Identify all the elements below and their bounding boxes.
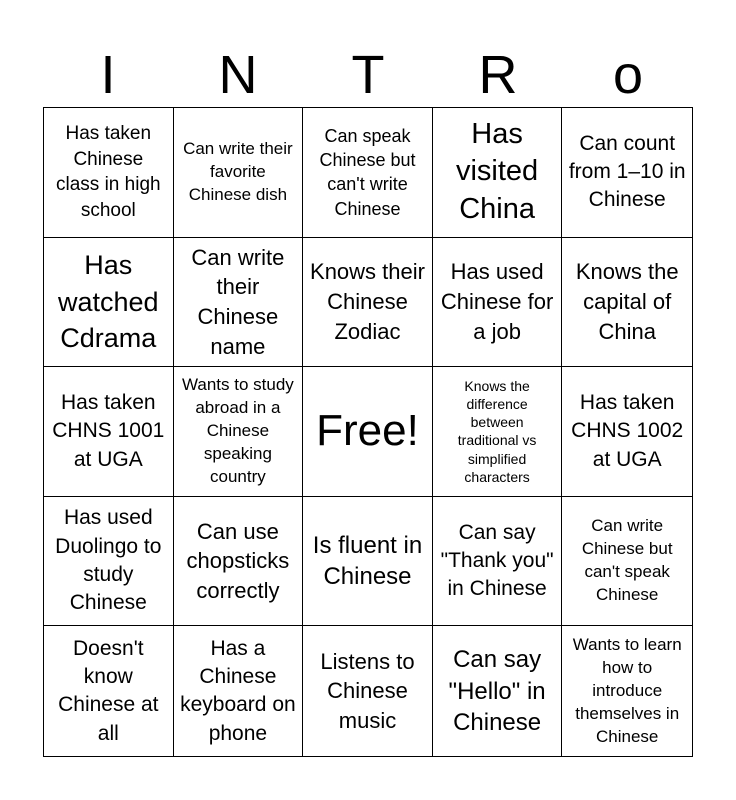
- cell-text: Can count from 1–10 in Chinese: [568, 131, 686, 212]
- bingo-cell[interactable]: [303, 108, 433, 238]
- bingo-cell[interactable]: [562, 367, 692, 497]
- header-letter-1: I: [100, 45, 116, 105]
- cell-text: Knows the difference between traditional vs simplified characters: [457, 377, 537, 485]
- bingo-cell[interactable]: [44, 367, 174, 497]
- cell-text: Wants to study abroad in a Chinese speaking country: [181, 375, 294, 486]
- bingo-cell[interactable]: [303, 626, 433, 756]
- bingo-cell[interactable]: [174, 626, 304, 756]
- cell-text: Can say "Thank you" in Chinese: [440, 520, 554, 601]
- cell-text: Can write their favorite Chinese dish: [183, 138, 293, 204]
- cell-text: Has taken CHNS 1002 at UGA: [571, 390, 684, 471]
- cell-text: Listens to Chinese music: [320, 648, 415, 734]
- bingo-header: [43, 44, 693, 106]
- bingo-cell[interactable]: [303, 238, 433, 368]
- header-letter-3: T: [351, 45, 385, 105]
- bingo-cell[interactable]: [433, 367, 563, 497]
- bingo-cell[interactable]: [44, 626, 174, 756]
- cell-text: Free!: [316, 406, 419, 456]
- cell-text: Knows the capital of China: [575, 259, 679, 344]
- cell-text: Knows their Chinese Zodiac: [310, 259, 425, 344]
- bingo-cell[interactable]: [562, 626, 692, 756]
- bingo-cell[interactable]: [433, 497, 563, 627]
- cell-text: Can use chopsticks correctly: [186, 518, 290, 603]
- bingo-cell[interactable]: [174, 497, 304, 627]
- bingo-cell[interactable]: [44, 497, 174, 627]
- header-letter-2: N: [218, 45, 258, 105]
- cell-text: Wants to learn how to introduce themselves in Chinese: [572, 634, 682, 746]
- cell-text: Has watched Cdrama: [58, 250, 159, 354]
- bingo-cell[interactable]: [303, 497, 433, 627]
- cell-text: Can say "Hello" in Chinese: [448, 646, 546, 736]
- bingo-cell[interactable]: [433, 238, 563, 368]
- cell-text: Has taken CHNS 1001 at UGA: [52, 390, 165, 471]
- header-letter-5: o: [612, 45, 644, 105]
- bingo-cell[interactable]: [433, 108, 563, 238]
- cell-text: Is fluent in Chinese: [312, 531, 423, 591]
- bingo-cell-free[interactable]: [303, 367, 433, 497]
- cell-text: Doesn't know Chinese at all: [58, 636, 159, 745]
- bingo-cell[interactable]: [44, 238, 174, 368]
- header-letter-4: R: [478, 45, 518, 105]
- cell-text: Can write Chinese but can't speak Chinese: [581, 516, 673, 605]
- bingo-grid: [43, 107, 693, 757]
- cell-text: Has taken Chinese class in high school: [56, 123, 161, 221]
- bingo-cell[interactable]: [174, 238, 304, 368]
- cell-text: Has used Chinese for a job: [440, 259, 554, 344]
- cell-text: Can speak Chinese but can't write Chinese: [319, 125, 416, 219]
- bingo-cell[interactable]: [433, 626, 563, 756]
- bingo-cell[interactable]: [562, 108, 692, 238]
- bingo-cell[interactable]: [562, 497, 692, 627]
- cell-text: Has a Chinese keyboard on phone: [180, 636, 296, 745]
- cell-text: Has visited China: [455, 117, 539, 226]
- bingo-cell[interactable]: [44, 108, 174, 238]
- cell-text: Has used Duolingo to study Chinese: [55, 506, 162, 615]
- bingo-cell[interactable]: [562, 238, 692, 368]
- bingo-cell[interactable]: [174, 108, 304, 238]
- cell-text: Can write their Chinese name: [191, 244, 285, 359]
- bingo-cell[interactable]: [174, 367, 304, 497]
